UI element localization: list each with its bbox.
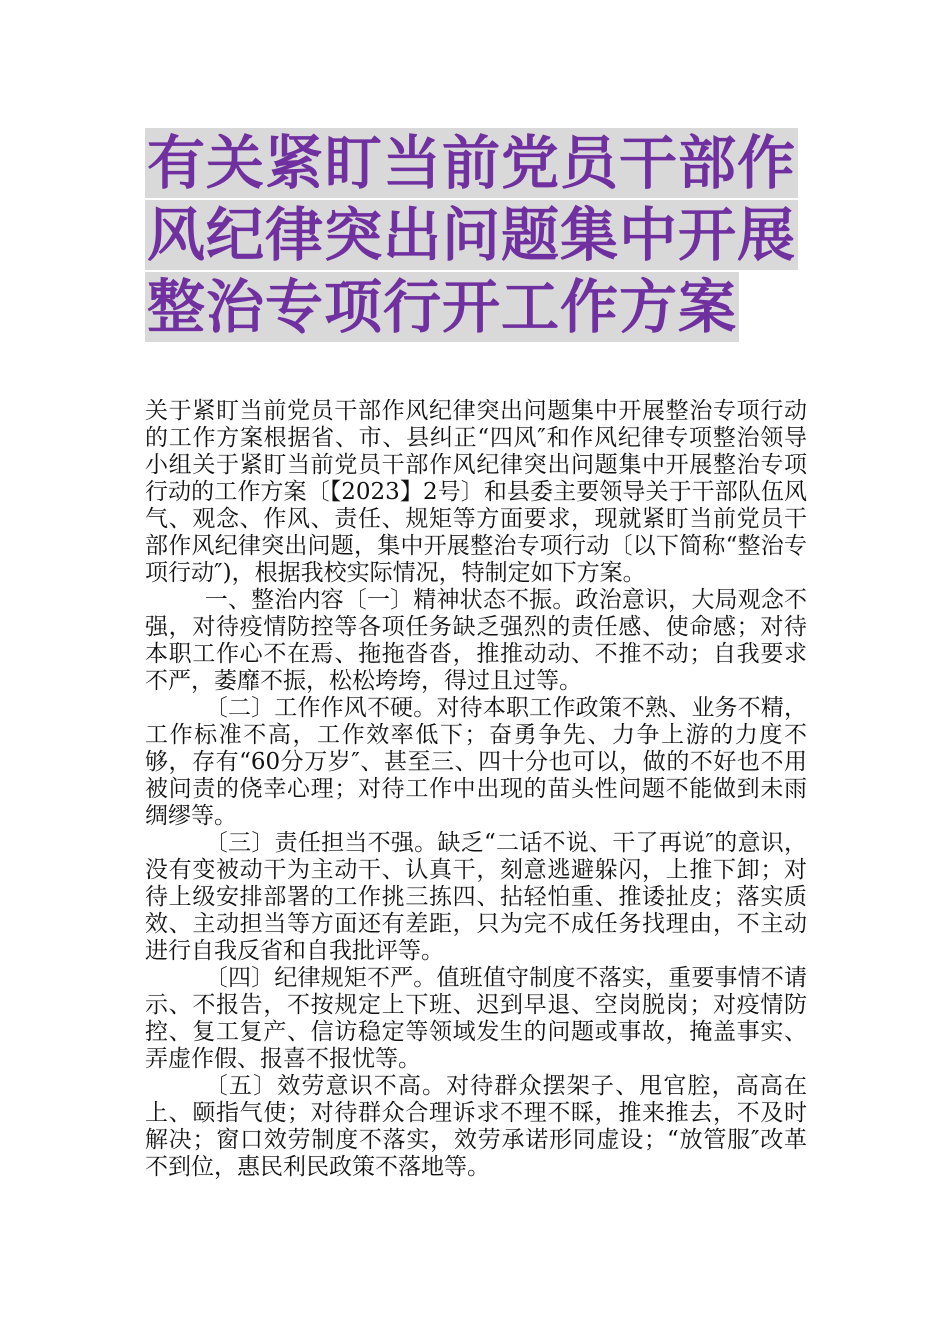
section-three-paragraph: 〔三〕责任担当不强。缺乏“二话不说、干了再说″的意识，没有变被动干为主动干、认真干，刻意逃避躲闪，上推下卸；对待上级安排部署的工作挑三拣四、拈轻怕重、推诿扯皮；落实质效、主动担当等方面还有差距，只为完不成任务找理由，不主动进行自我反省和自我批评等。 bbox=[145, 830, 807, 964]
section-one-paragraph: 一、整治内容〔一〕精神状态不振。政治意识，大局观念不强，对待疫情防控等各项任务缺乏强烈的责任感、使命感；对待本职工作心不在焉、拖拖沓沓，推推动动、不推不动；自我要求不严，萎靡不振，松松垮垮，得过且过等。 bbox=[145, 587, 807, 694]
section-five-paragraph: 〔五〕效劳意识不高。对待群众摆架子、甩官腔，高高在上、颐指气使；对待群众合理诉求不理不睬，推来推去，不及时解决；窗口效劳制度不落实，效劳承诺形同虚设；“放管服″改革不到位，惠民利民政策不落地等。 bbox=[145, 1073, 807, 1180]
title-line-1: 有关紧盯当前党员干部作 bbox=[147, 129, 797, 197]
intro-paragraph: 关于紧盯当前党员干部作风纪律突出问题集中开展整治专项行动的工作方案根据省、市、县纠正“四风″和作风纪律专项整治领导小组关于紧盯当前党员干部作风纪律突出问题集中开展整治专项行动的工作方案〔【2023】2号〕和县委主要领导关于干部队伍风气、观念、作风、责任、规矩等方面要求，现就紧盯当前党员干部作风纪律突出问题，集中开展整治专项行动〔以下简称“整治专项行动″)，根据我校实际情况，特制定如下方案。 bbox=[145, 398, 807, 586]
title-line-3: 整治专项行开工作方案 bbox=[147, 273, 738, 341]
document-body bbox=[145, 398, 807, 1181]
title-line-2: 风纪律突出问题集中开展 bbox=[147, 201, 797, 269]
document-title bbox=[145, 128, 810, 344]
section-four-paragraph: 〔四〕纪律规矩不严。值班值守制度不落实，重要事情不请示、不报告，不按规定上下班、迟到早退、空岗脱岗；对疫情防控、复工复产、信访稳定等领域发生的问题或事故，掩盖事实、弄虚作假、报喜不报忧等。 bbox=[145, 965, 807, 1072]
section-two-paragraph: 〔二〕工作作风不硬。对待本职工作政策不熟、业务不精，工作标准不高，工作效率低下；奋勇争先、力争上游的力度不够，存有“60分万岁″、甚至三、四十分也可以，做的不好也不用被问责的侥幸心理；对待工作中出现的苗头性问题不能做到未雨绸缪等。 bbox=[145, 695, 807, 829]
